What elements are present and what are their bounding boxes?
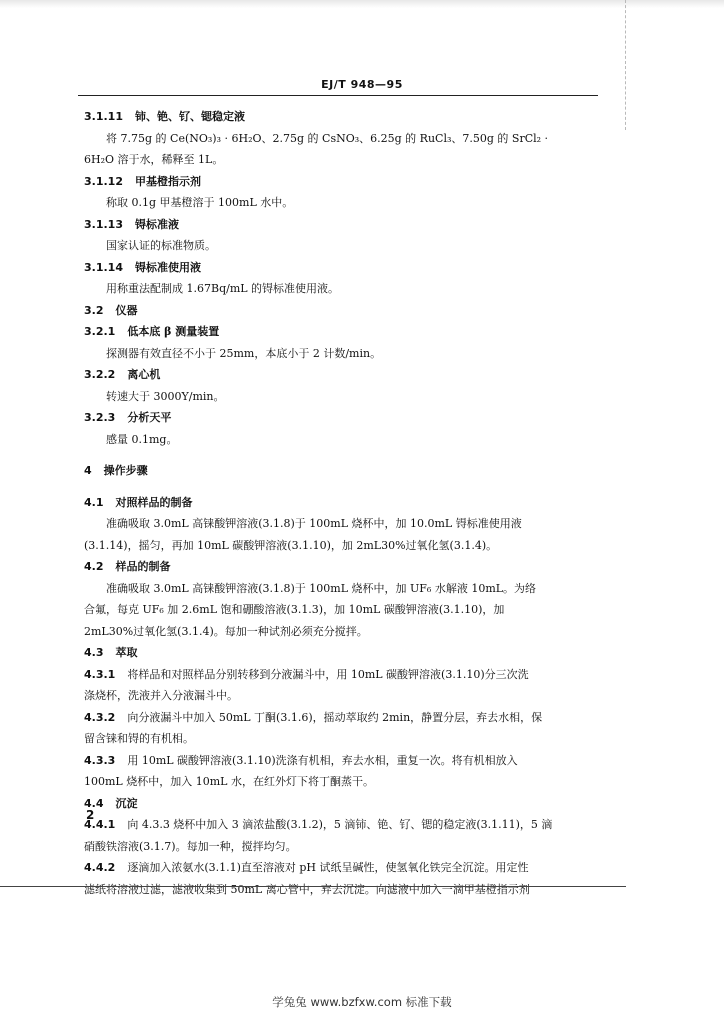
footer-rule bbox=[0, 886, 626, 887]
section-4-2-heading: 4.2 样品的制备 bbox=[84, 560, 171, 573]
paragraph-line: 转速大于 3000Y/min。 bbox=[106, 389, 225, 403]
paragraph-line: 感量 0.1mg。 bbox=[106, 432, 178, 446]
paragraph-line: 国家认证的标准物质。 bbox=[106, 239, 216, 252]
paragraph-line: 合氟，每克 UF₆ 加 2.6mL 饱和硼酸溶液(3.1.3)，加 10mL 碳酸钾溶液(3.1.10)，加 bbox=[84, 603, 505, 616]
paragraph-line: (3.1.14)，摇匀，再加 10mL 碳酸钾溶液(3.1.10)，加 2mL30%过氧化氢(3.1.4)。 bbox=[84, 538, 498, 552]
section-3-1-12-heading: 3.1.12 甲基橙指示剂 bbox=[84, 174, 201, 188]
paragraph-line: 用称重法配制成 1.67Bq/mL 的锝标准使用液。 bbox=[106, 282, 340, 295]
footer-watermark: 学兔兔 www.bzfxw.com 标准下载 bbox=[272, 995, 452, 1009]
paragraph-line: 探测器有效直径不小于 25mm，本底小于 2 计数/min。 bbox=[106, 346, 382, 360]
paragraph-line: 涤烧杯，洗液并入分液漏斗中。 bbox=[84, 689, 238, 702]
section-4-heading: 4 操作步骤 bbox=[84, 464, 148, 477]
section-3-2-heading: 3.2 仪器 bbox=[84, 303, 138, 317]
section-3-1-11-heading: 3.1.11 铈、铯、钌、锶稳定液 bbox=[84, 110, 245, 123]
paragraph-line: 称取 0.1g 甲基橙溶于 100mL 水中。 bbox=[106, 196, 294, 209]
section-4-3-2-line: 4.3.2 向分液漏斗中加入 50mL 丁酮(3.1.6)，摇动萃取约 2min，静置分层，弃去水相，保 bbox=[84, 710, 543, 724]
page-number: 2 bbox=[86, 808, 95, 822]
section-3-2-1-heading: 3.2.1 低本底 β 测量装置 bbox=[84, 325, 220, 338]
section-4-4-heading: 4.4 沉淀 bbox=[84, 796, 138, 810]
paragraph-line: 2mL30%过氧化氢(3.1.4)。每加一种试剂必须充分搅拌。 bbox=[84, 624, 368, 638]
section-4-4-1-line: 4.4.1 向 4.3.3 烧杯中加入 3 滴浓盐酸(3.1.2)，5 滴铈、铯、钌、锶的稳定液(3.1.11)，5 滴 bbox=[84, 818, 553, 831]
paragraph-line: 6H₂O 溶于水，稀释至 1L。 bbox=[84, 153, 224, 166]
section-4-3-3-line: 4.3.3 用 10mL 碳酸钾溶液(3.1.10)洗涤有机相，弃去水相，重复一次。将有机相放入 bbox=[84, 753, 518, 767]
section-3-2-3-heading: 3.2.3 分析天平 bbox=[84, 411, 172, 424]
paragraph-line: 准确吸取 3.0mL 高铼酸钾溶液(3.1.8)于 100mL 烧杯中，加 10.0mL 锝标准使用液 bbox=[106, 517, 522, 530]
paragraph-line: 硝酸铁溶液(3.1.7)。每加一种，搅拌均匀。 bbox=[84, 839, 297, 853]
paragraph-line: 将 7.75g 的 Ce(NO₃)₃ · 6H₂O、2.75g 的 CsNO₃、6.25g 的 RuCl₃、7.50g 的 SrCl₂ · bbox=[106, 131, 549, 145]
paragraph-line: 100mL 烧杯中，加入 10mL 水，在红外灯下将丁酮蒸干。 bbox=[84, 775, 374, 788]
section-4-4-2-line: 4.4.2 逐滴加入浓氨水(3.1.1)直至溶液对 pH 试纸呈碱性，使氢氧化铁完全沉淀。用定性 bbox=[84, 861, 529, 874]
document-body bbox=[84, 106, 594, 900]
section-4-3-1-line: 4.3.1 将样品和对照样品分别转移到分液漏斗中，用 10mL 碳酸钾溶液(3.1.10)分三次洗 bbox=[84, 667, 529, 681]
header-rule bbox=[78, 95, 598, 96]
section-3-1-14-heading: 3.1.14 锝标准使用液 bbox=[84, 260, 201, 274]
scan-fold-line bbox=[625, 0, 626, 130]
scan-edge-shadow bbox=[0, 0, 724, 8]
paragraph-line: 滤纸将溶液过滤，滤液收集到 50mL 离心管中，弃去沉淀。向滤液中加入一滴甲基橙指示剂 bbox=[84, 882, 530, 896]
standard-code-header: EJ/T 948—95 bbox=[321, 78, 403, 91]
section-4-1-heading: 4.1 对照样品的制备 bbox=[84, 495, 193, 509]
section-3-1-13-heading: 3.1.13 锝标准液 bbox=[84, 217, 179, 231]
section-4-3-heading: 4.3 萃取 bbox=[84, 646, 138, 659]
section-3-2-2-heading: 3.2.2 离心机 bbox=[84, 368, 161, 381]
paragraph-line: 留含铼和锝的有机相。 bbox=[84, 732, 194, 745]
paragraph-line: 准确吸取 3.0mL 高铼酸钾溶液(3.1.8)于 100mL 烧杯中，加 UF₆ 水解液 10mL。为络 bbox=[106, 581, 537, 595]
